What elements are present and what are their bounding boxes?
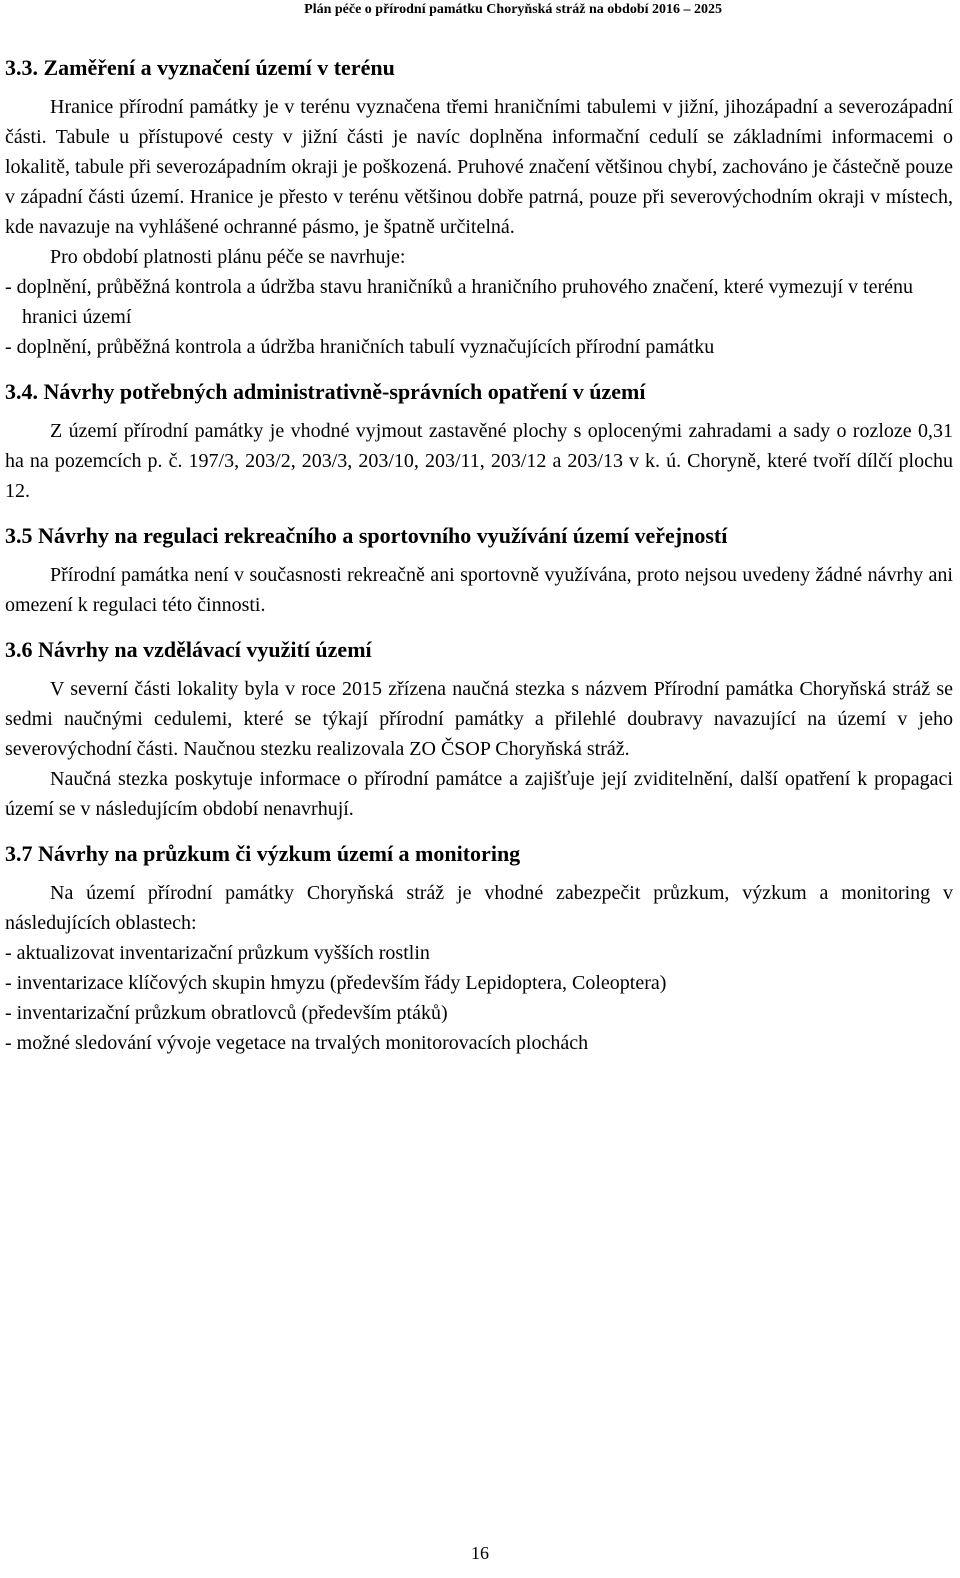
running-header: Plán péče o přírodní památku Choryňská stráž na období 2016 – 2025 [304,2,722,17]
list-item: - doplnění, průběžná kontrola a údržba stavu hraničníků a hraničního pruhového značení, které vymezují v terénu hranici území [5,276,913,328]
section-heading: 3.4. Návrhy potřebných administrativně-správních opatření v území [5,379,646,404]
section-3-5 [5,522,953,620]
paragraph: Pro období platnosti plánu péče se navrhuje: [50,246,406,268]
paragraph: V severní části lokality byla v roce 2015 zřízena naučná stezka s názvem Přírodní památka Choryňská stráž se sedmi naučnými cedulemi, které se týkají přírodní památky a přilehlé doubravy navazující na území v jeho severovýchodní části. Naučnou stezku realizovala ZO ČSOP Choryňská stráž. [5,678,953,760]
list-item: - možné sledování vývoje vegetace na trvalých monitorovacích plochách [5,1032,589,1054]
section-3-6 [5,636,953,824]
paragraph: Přírodní památka není v současnosti rekreačně ani sportovně využívána, proto nejsou uvedeny žádné návrhy ani omezení k regulaci této činnosti. [5,564,953,616]
section-heading: 3.7 Návrhy na průzkum či výzkum území a monitoring [5,841,521,866]
paragraph: Naučná stezka poskytuje informace o přírodní památce a zajišťuje její zviditelnění, další opatření k propagaci území se v následujícím období nenavrhují. [5,768,953,820]
paragraph: Z území přírodní památky je vhodné vyjmout zastavěné plochy s oplocenými zahradami a sady o rozloze 0,31 ha na pozemcích p. č. 197/3, 203/2, 203/3, 203/10, 203/11, 203/12 a 203/13 v k. ú. Choryně, které tvoří dílčí plochu 12. [5,420,953,502]
section-3-3 [5,54,953,362]
paragraph: Na území přírodní památky Choryňská stráž je vhodné zabezpečit průzkum, výzkum a monitoring v následujících oblastech: [5,882,953,934]
list-item: - inventarizační průzkum obratlovců (především ptáků) [5,1002,448,1024]
section-3-4 [5,378,953,506]
list-item: - inventarizace klíčových skupin hmyzu (především řády Lepidoptera, Coleoptera) [5,972,667,994]
section-heading: 3.5 Návrhy na regulaci rekreačního a sportovního využívání území veřejností [5,523,728,548]
list-item: - doplnění, průběžná kontrola a údržba hraničních tabulí vyznačujících přírodní památku [5,336,715,358]
section-heading: 3.3. Zaměření a vyznačení území v terénu [5,55,395,80]
list-item: - aktualizovat inventarizační průzkum vyšších rostlin [5,942,430,964]
paragraph: Hranice přírodní památky je v terénu vyznačena třemi hraničními tabulemi v jižní, jihozápadní a severozápadní části. Tabule u přístupové cesty v jižní části je navíc doplněna informační cedulí se základními informacemi o lokalitě, tabule při severozápadním okraji je poškozená. Pruhové značení většinou chybí, zachováno je částečně pouze v západní části území. Hranice je přesto v terénu většinou dobře patrná, pouze při severovýchodním okraji v místech, kde navazuje na vyhlášené ochranné pásmo, je špatně určitelná. [5,96,953,238]
section-3-7 [5,840,953,1058]
document-body [5,54,953,1074]
section-heading: 3.6 Návrhy na vzdělávací využití území [5,637,372,662]
page-number: 16 [471,1543,489,1563]
